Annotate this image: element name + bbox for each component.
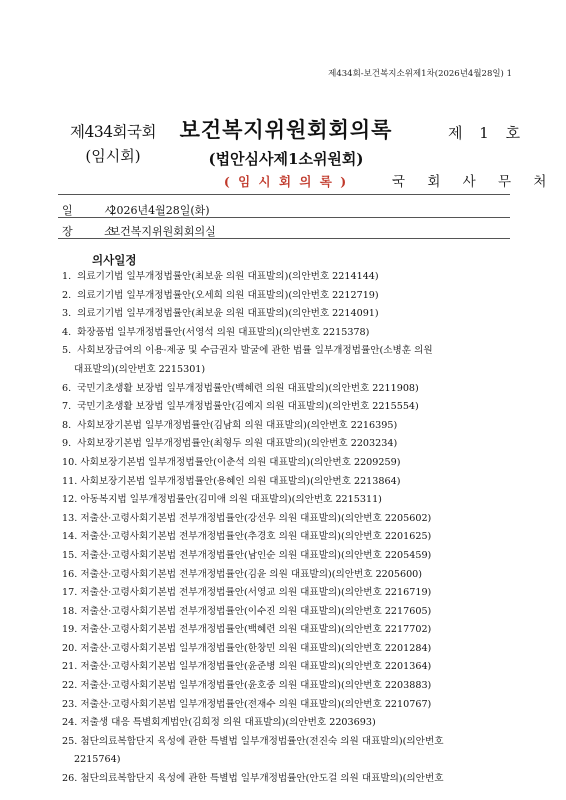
agenda-item	[62, 435, 510, 454]
agenda-item-number: 24.	[62, 717, 78, 729]
session-type: (임시회)	[85, 147, 141, 165]
agenda-item-text: 저출산·고령사회기본법 전부개정법률안(이수진 의원 대표발의)(의안번호 2217605)	[80, 605, 432, 617]
place-value: 보건복지위원회회의실	[109, 225, 216, 238]
agenda-item-number: 6.	[62, 382, 72, 394]
agenda-item-number: 21.	[62, 661, 78, 673]
agenda-item-text: 사회보장급여의 이용·제공 및 수급권자 발굴에 관한 법률 일부개정법률안(소병훈 의원	[77, 345, 433, 357]
agenda-item-number: 4.	[62, 326, 72, 338]
agenda-item	[62, 714, 510, 733]
agenda-item	[62, 621, 510, 640]
agenda-item-continuation: 대표발의)(의안번호 2215301)	[74, 363, 206, 375]
agenda-item	[62, 380, 510, 399]
meta-date-row	[62, 202, 210, 218]
agenda-item-text: 아동복지법 일부개정법률안(김미애 의원 대표발의)(의안번호 2215311)	[80, 494, 382, 506]
secretariat-name: 국 회 사 무 처	[392, 174, 556, 190]
agenda-item-number: 22.	[62, 680, 78, 692]
record-type-tag: ( 임 시 회 의 록 )	[223, 174, 349, 189]
meta-place-row	[62, 223, 216, 239]
agenda-item-text: 의료기기법 일부개정법률안(최보윤 의원 대표발의)(의안번호 2214091)	[77, 308, 379, 320]
agenda-item-number: 10.	[62, 456, 78, 468]
agenda-item-text: 사회보장기본법 일부개정법률안(김남희 의원 대표발의)(의안번호 2216395)	[77, 419, 398, 431]
agenda-item-number: 23.	[62, 698, 78, 710]
agenda-item	[62, 491, 510, 510]
agenda-item-text: 의료기기법 일부개정법률안(최보윤 의원 대표발의)(의안번호 2214144)	[77, 271, 379, 282]
agenda-item	[62, 454, 510, 473]
agenda-item	[62, 770, 510, 789]
date-label: 일 시	[62, 204, 129, 217]
agenda-item-text: 저출산·고령사회기본법 일부개정법률안(윤준병 의원 대표발의)(의안번호 2201364)	[80, 661, 432, 673]
agenda-item-text: 화장품법 일부개정법률안(서영석 의원 대표발의)(의안번호 2215378)	[77, 326, 370, 338]
agenda-item-number: 26.	[62, 773, 78, 785]
running-header: 제434회-보건복지소위제1차(2026년4월28일) 1	[328, 69, 512, 79]
agenda-item	[62, 547, 510, 566]
agenda-item-number: 9.	[62, 438, 72, 450]
agenda-item-number: 3.	[62, 308, 72, 320]
agenda-item	[62, 398, 510, 417]
agenda-item	[62, 566, 510, 585]
divider-bottom	[58, 238, 510, 239]
agenda-item	[62, 584, 510, 603]
agenda-item	[62, 733, 510, 770]
agenda-item-text: 저출산·고령사회기본법 전부개정법률안(남인순 의원 대표발의)(의안번호 2205459)	[80, 549, 432, 561]
agenda-item-number: 20.	[62, 642, 78, 654]
agenda-item	[62, 603, 510, 622]
agenda-item-text: 저출산·고령사회기본법 전부개정법률안(추경호 의원 대표발의)(의안번호 2201625)	[80, 531, 432, 543]
title-block	[168, 114, 404, 190]
divider-mid	[58, 217, 510, 218]
agenda-item	[62, 268, 510, 287]
agenda-item	[62, 528, 510, 547]
agenda-item-number: 7.	[62, 401, 72, 413]
agenda-item-number: 19.	[62, 624, 78, 636]
agenda-item	[62, 324, 510, 343]
agenda-item-number: 8.	[62, 419, 72, 431]
agenda-item-text: 저출산·고령사회기본법 전부개정법률안(강선우 의원 대표발의)(의안번호 2205602)	[80, 512, 432, 524]
agenda-item-text: 저출생 대응 특별회계법안(김희정 의원 대표발의)(의안번호 2203693)	[80, 717, 376, 729]
agenda-item-number: 12.	[62, 494, 78, 506]
agenda-item-text: 사회보장기본법 일부개정법률안(이춘석 의원 대표발의)(의안번호 2209259)	[80, 456, 401, 468]
agenda-list	[62, 268, 510, 789]
agenda-item	[62, 510, 510, 529]
agenda-item	[62, 658, 510, 677]
agenda-item	[62, 417, 510, 436]
agenda-item-number: 16.	[62, 568, 78, 580]
issue-number: 제 1 호	[448, 124, 527, 142]
agenda-item	[62, 287, 510, 306]
agenda-item-number: 15.	[62, 549, 78, 561]
agenda-item-number: 25.	[62, 735, 78, 747]
session-info	[58, 120, 168, 166]
agenda-item	[62, 640, 510, 659]
document-subtitle: (법안심사제1소위원회)	[208, 150, 364, 168]
divider-top	[58, 194, 510, 195]
agenda-item-number: 5.	[62, 345, 72, 357]
agenda-item	[62, 696, 510, 715]
agenda-item-text: 저출산·고령사회기본법 전부개정법률안(백혜련 의원 대표발의)(의안번호 2217702)	[80, 624, 432, 636]
agenda-item	[62, 677, 510, 696]
agenda-item	[62, 305, 510, 324]
agenda-item-text: 저출산·고령사회기본법 전부개정법률안(김윤 의원 대표발의)(의안번호 2205600)	[80, 568, 423, 580]
agenda-item-number: 11.	[62, 475, 78, 487]
agenda-item-number: 14.	[62, 531, 78, 543]
agenda-item-text: 첨단의료복합단지 육성에 관한 특별법 일부개정법률안(전진숙 의원 대표발의)(의안번호	[80, 735, 444, 747]
agenda-item	[62, 473, 510, 492]
agenda-item-text: 국민기초생활 보장법 일부개정법률안(백혜련 의원 대표발의)(의안번호 2211908)	[77, 382, 419, 394]
agenda-heading: 의사일정	[92, 253, 137, 267]
agenda-item-text: 저출산·고령사회기본법 일부개정법률안(전재수 의원 대표발의)(의안번호 2210767)	[80, 698, 432, 710]
agenda-item-text: 저출산·고령사회기본법 일부개정법률안(윤호중 의원 대표발의)(의안번호 2203883)	[80, 680, 432, 692]
agenda-item-number: 13.	[62, 512, 78, 524]
agenda-item-text: 사회보장기본법 일부개정법률안(용혜인 의원 대표발의)(의안번호 2213864)	[80, 475, 401, 487]
agenda-item-number: 17.	[62, 587, 78, 599]
agenda-item-text: 저출산·고령사회기본법 전부개정법률안(서영교 의원 대표발의)(의안번호 2216719)	[80, 587, 432, 599]
agenda-item-number: 2.	[62, 289, 72, 301]
agenda-item-continuation: 2215764)	[74, 754, 121, 766]
agenda-item-text: 첨단의료복합단지 육성에 관한 특별법 일부개정법률안(안도걸 의원 대표발의)(의안번호	[80, 773, 444, 785]
agenda-item-text: 국민기초생활 보장법 일부개정법률안(김예지 의원 대표발의)(의안번호 2215554)	[77, 401, 419, 413]
document-title: 보건복지위원회회의록	[179, 117, 393, 142]
place-label: 장 소	[62, 225, 129, 238]
agenda-item-number: 18.	[62, 605, 78, 617]
agenda-item-text: 저출산·고령사회기본법 일부개정법률안(한창민 의원 대표발의)(의안번호 2201284)	[80, 642, 432, 654]
agenda-item-number: 1.	[62, 271, 72, 282]
date-value: 2026년4월28일(화)	[109, 204, 210, 217]
session-number: 제434회국회	[70, 123, 156, 141]
agenda-item-text: 사회보장기본법 일부개정법률안(최형두 의원 대표발의)(의안번호 2203234)	[77, 438, 398, 450]
agenda-item	[62, 342, 510, 379]
agenda-item-text: 의료기기법 일부개정법률안(오세희 의원 대표발의)(의안번호 2212719)	[77, 289, 379, 301]
